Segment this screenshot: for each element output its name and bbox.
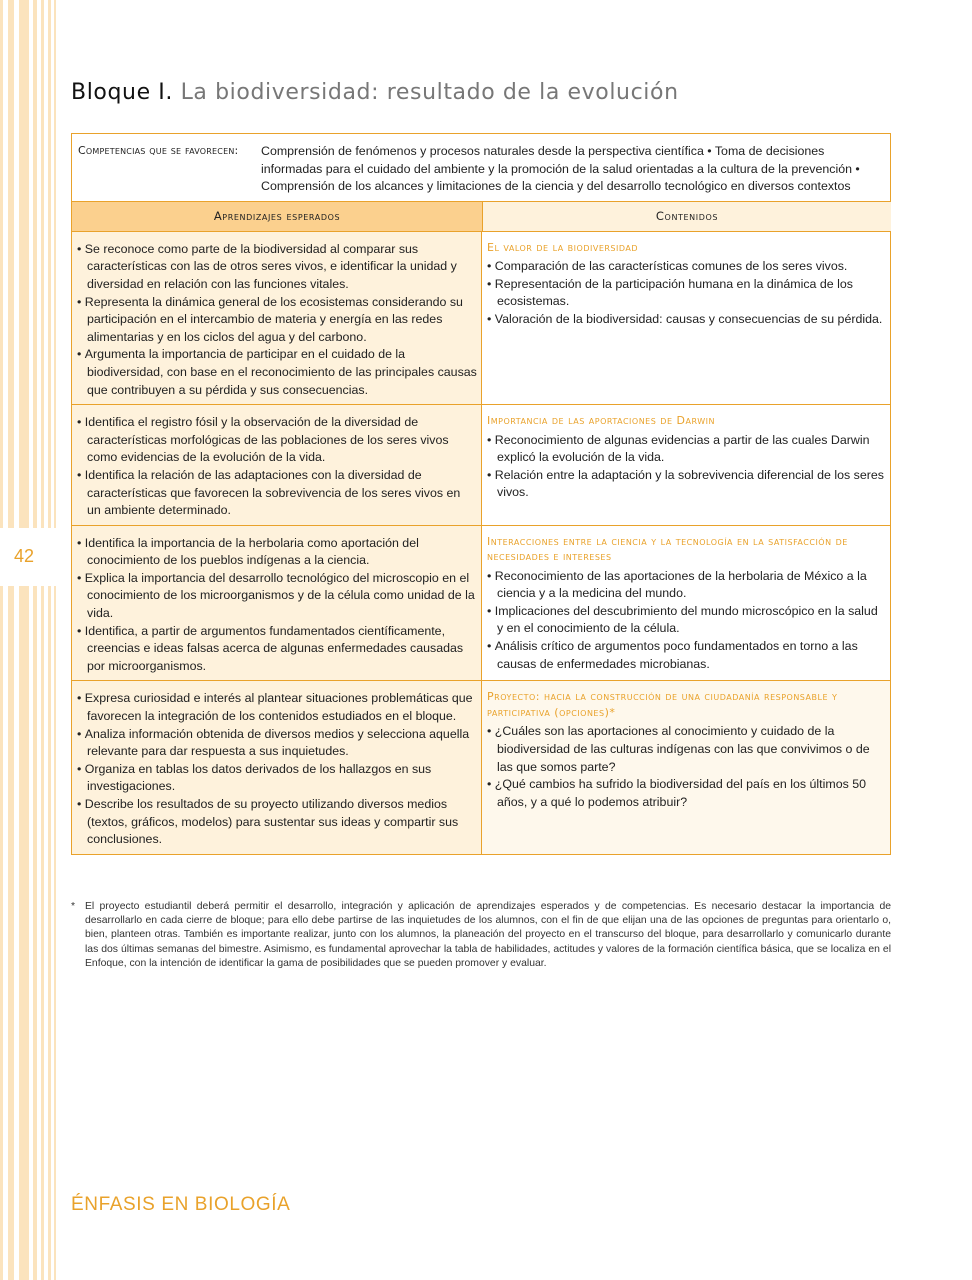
- list-item: • Explica la importancia del desarrollo tecnológico del microscopio en el conocimiento de los microorganismos y de la célula como unidad de la vida.: [77, 570, 477, 623]
- decorative-stripes: [0, 0, 60, 1280]
- list-item: • Identifica, a partir de argumentos fundamentados científicamente, creencias e ideas falsas acerca de algunas enfermedades causadas por microorganismos.: [77, 623, 477, 676]
- list-item: • Expresa curiosidad e interés al plantear situaciones problemáticas que favorecen la integración de los contenidos estudiados en el bloque.: [77, 690, 477, 725]
- section-title: Proyecto: hacia la construcción de una ciudadanía responsable y participativa (opciones)*: [487, 690, 838, 719]
- list-item: • ¿Qué cambios ha sufrido la biodiversidad del país en los últimos 50 años, y a qué lo podemos atribuir?: [487, 776, 884, 811]
- list-item: • Representa la dinámica general de los ecosistemas considerando su participación en el intercambio de materia y energía en las redes alimentarias y en los ciclos del agua y del carbono.: [77, 294, 477, 347]
- aprendizajes-cell: [72, 526, 482, 681]
- list-item: • Organiza en tablas los datos derivados de los hallazgos en sus investigaciones.: [77, 761, 477, 796]
- page-number: 42: [14, 546, 35, 566]
- contenidos-cell: [482, 526, 890, 681]
- list-item: • Identifica la importancia de la herbolaria como aportación del conocimiento de los pueblos indígenas a la ciencia.: [77, 535, 477, 570]
- aprendizajes-cell: [72, 232, 482, 404]
- section-title: Interacciones entre la ciencia y la tecnología en la satisfacción de necesidades e intereses: [487, 534, 848, 564]
- list-item: • Analiza información obtenida de diversos medios y selecciona aquella relevante para dar respuesta a sus inquietudes.: [77, 726, 477, 761]
- list-item: • Se reconoce como parte de la biodiversidad al comparar sus características con las de otros seres vivos, e identificar la unidad y diversidad en relación con las funciones vitales.: [77, 241, 477, 294]
- list-item: • Comparación de las características comunes de los seres vivos.: [487, 258, 884, 276]
- list-item: • Reconocimiento de las aportaciones de la herbolaria de México a la ciencia y a la medicina del mundo.: [487, 568, 884, 603]
- list-item: • Identifica el registro fósil y la observación de la diversidad de características morfológicas de las poblaciones de los seres vivos como evidencias de la evolución de la vida.: [77, 414, 477, 467]
- list-item: • Describe los resultados de su proyecto utilizando diversos medios (textos, gráficos, modelos) para sustentar sus ideas y compartir sus conclusiones.: [77, 796, 477, 849]
- list-item: • Implicaciones del descubrimiento del mundo microscópico en la salud y en el conocimiento de la célula.: [487, 603, 884, 638]
- table-row: [72, 232, 890, 405]
- aprendizajes-cell: [72, 681, 482, 853]
- footer-title: ÉNFASIS EN BIOLOGÍA: [71, 1194, 291, 1215]
- table-header-row: [72, 202, 890, 232]
- table-row: [72, 681, 890, 853]
- list-item: • ¿Cuáles son las aportaciones al conocimiento y cuidado de la biodiversidad de las culturas indígenas con las que convivimos o de las que somos parte?: [487, 723, 884, 776]
- list-item: • Identifica la relación de las adaptaciones con la diversidad de características que favorecen la sobrevivencia de los seres vivos en un ambiente determinado.: [77, 467, 477, 520]
- table-row: [72, 526, 890, 682]
- header-aprendizajes: Aprendizajes esperados: [72, 202, 483, 231]
- block-subtitle: La biodiversidad: resultado de la evolución: [180, 80, 679, 105]
- list-item: • Reconocimiento de algunas evidencias a partir de las cuales Darwin explicó la evolución de la vida.: [487, 432, 884, 467]
- contenidos-cell: [482, 681, 890, 853]
- section-title: El valor de la biodiversidad: [487, 240, 639, 254]
- footnote-marker: *: [71, 901, 76, 912]
- list-item: • Análisis crítico de argumentos poco fundamentados en torno a las causas de enfermedades microbianas.: [487, 638, 884, 673]
- contenidos-cell: [482, 232, 890, 404]
- list-item: • Argumenta la importancia de participar en el cuidado de la biodiversidad, con base en el reconocimiento de las principales causas que contribuyen a su pérdida y sus consecuencias.: [77, 346, 477, 399]
- competencias-label: Competencias que se favorecen:: [78, 144, 239, 157]
- list-item: • Valoración de la biodiversidad: causas y consecuencias de su pérdida.: [487, 311, 884, 329]
- section-title: Importancia de las aportaciones de Darwin: [487, 414, 715, 428]
- aprendizajes-cell: [72, 405, 482, 525]
- block-label: Bloque I.: [71, 80, 173, 105]
- competencias-row: [72, 134, 890, 202]
- page-title: [71, 80, 679, 105]
- contenidos-cell: [482, 405, 890, 525]
- header-contenidos: Contenidos: [483, 202, 891, 231]
- footnote: [71, 900, 891, 971]
- list-item: • Representación de la participación humana en la dinámica de los ecosistemas.: [487, 276, 884, 311]
- list-item: • Relación entre la adaptación y la sobrevivencia diferencial de los seres vivos.: [487, 467, 884, 502]
- footnote-text: El proyecto estudiantil deberá permitir el desarrollo, integración y aplicación de aprendizajes esperados y de competencias. Es necesario destacar la importancia de desarrollarlo en cada cierre de bloque; para ello debe partirse de las inquietudes de los alumnos, con el fin de que elijan una de las opciones de preguntas para orientarlo o, bien, planteen otras. También es importante realizar, junto con los alumnos, la planeación del proyecto en el transcurso del bloque, para desarrollarlo y comunicarlo durante las dos últimas semanas del bimestre. Asimismo, es fundamental aprovechar la tabla de habilidades, actitudes y valores de la formación científica básica, que se localiza en el Enfoque, con la intención de identificar la gama de posibilidades que se pueden promover y evaluar.: [85, 901, 891, 969]
- curriculum-table: [71, 133, 891, 855]
- competencias-text: Comprensión de fenómenos y procesos naturales desde la perspectiva científica • Toma de decisiones informadas para el cuidado del ambiente y la promoción de la salud orientadas a la cultura de la prevención • Comprensión de los alcances y limitaciones de la ciencia y del desarrollo tecnológico en diversos contextos: [261, 144, 860, 194]
- table-row: [72, 405, 890, 526]
